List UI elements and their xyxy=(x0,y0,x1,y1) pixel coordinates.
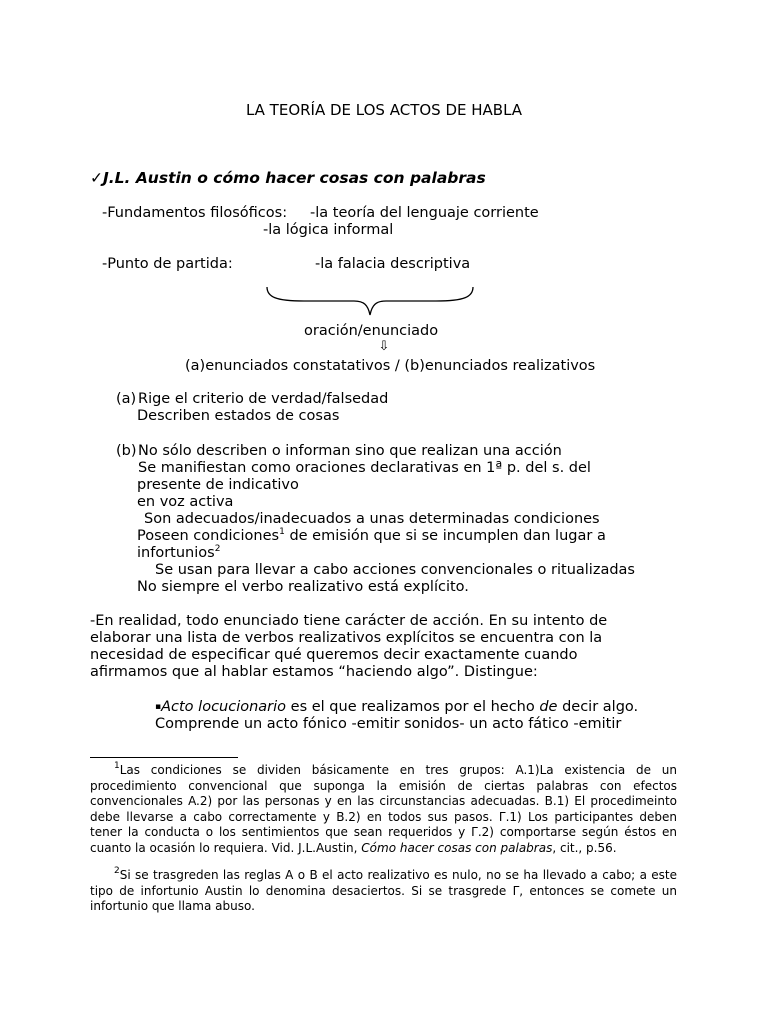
locucionario-text-2: decir algo. xyxy=(557,699,639,715)
paragraph-line-1: -En realidad, todo enunciado tiene carácter de acción. En su intento de xyxy=(90,613,608,629)
a-marker: (a) xyxy=(116,391,137,407)
locucionario-term: Acto locucionario xyxy=(161,699,287,715)
fundamentos-item-2: -la lógica informal xyxy=(263,222,394,238)
section-heading-text: J.L. Austin o cómo hacer cosas con palabras xyxy=(103,169,486,187)
punto-value: -la falacia descriptiva xyxy=(315,256,471,272)
b-line-6-start: Poseen condiciones xyxy=(137,528,280,544)
footnote-1-cite: , cit., p.56. xyxy=(552,840,617,855)
fundamentos-label: -Fundamentos filosóficos: xyxy=(102,205,288,221)
footnote-ref-2[interactable]: 2 xyxy=(214,544,221,554)
locucionario-de: de xyxy=(539,699,558,715)
b-line-5: Son adecuados/inadecuados a unas determinadas condiciones xyxy=(144,511,600,527)
paragraph-line-4: afirmamos que al hablar estamos “haciendo algo”. Distingue: xyxy=(90,664,538,680)
b-line-7 xyxy=(137,545,220,562)
b-line-9: No siempre el verbo realizativo está explícito. xyxy=(137,579,469,595)
paragraph-line-3: necesidad de especificar qué queremos decir exactamente cuando xyxy=(90,647,578,663)
b-line-8: Se usan para llevar a cabo acciones convencionales o ritualizadas xyxy=(155,562,635,578)
fundamentos-item-1: -la teoría del lenguaje corriente xyxy=(310,205,539,221)
locucionario-line-1 xyxy=(155,699,638,716)
square-bullet-icon: ▪ xyxy=(155,702,162,712)
down-arrow-icon: ⇩ xyxy=(378,339,390,354)
page-title: LA TEORÍA DE LOS ACTOS DE HABLA xyxy=(245,101,523,119)
footnote-2 xyxy=(90,868,677,915)
curly-brace-icon xyxy=(264,285,476,321)
paragraph-line-2: elaborar una lista de verbos realizativos explícitos se encuentra con la xyxy=(90,630,603,646)
footnote-ref-1[interactable]: 1 xyxy=(279,527,285,537)
b-line-6-end: de emisión que si se incumplen dan lugar a xyxy=(284,528,606,544)
b-line-4: en voz activa xyxy=(137,494,234,510)
footnote-1-book: Cómo hacer cosas con palabras xyxy=(361,840,553,855)
b-marker: (b) xyxy=(116,443,137,459)
a-line-1: Rige el criterio de verdad/falsedad xyxy=(138,391,389,407)
b-line-1: No sólo describen o informan sino que realizan una acción xyxy=(138,443,562,459)
a-line-2: Describen estados de cosas xyxy=(137,408,340,424)
b-line-6 xyxy=(137,528,606,545)
locucionario-text-1: es el que realizamos por el hecho xyxy=(286,699,540,715)
footnote-2-text: Si se trasgreden las reglas A o B el acto realizativo es nulo, no se ha llevado a cabo; a este tipo de infortunio Austin lo denomina desaciertos. Si se trasgrede Γ, entonces se comete un infortunio que llama abuso. xyxy=(90,868,677,913)
punto-label: -Punto de partida: xyxy=(102,256,233,272)
locucionario-line-2: Comprende un acto fónico -emitir sonidos- un acto fático -emitir xyxy=(155,716,622,732)
check-icon: ✓ xyxy=(90,169,103,187)
footnote-2-mark: 2 xyxy=(114,866,120,876)
section-heading xyxy=(90,170,486,187)
footnote-1-mark: 1 xyxy=(114,761,120,771)
footnote-1-text: Las condiciones se dividen básicamente en tres grupos: A.1)La existencia de un procedimiento convencional que suponga la emisión de ciertas palabras con efectos convencionales A.2) por las personas y en las circunstancias adecuadas. B.1) El procedimeinto debe llevarse a cabo correctamente y B.2) en todos sus pasos. Γ.1) Los participantes deben tener la conducta o los sentimientos que sean requeridos y Γ.2) comportarse según éstos en cuanto la ocasión lo requiera. Vid. J.L.Austin, xyxy=(90,763,677,855)
b-line-2: Se manifiestan como oraciones declarativas en 1ª p. del s. del xyxy=(138,460,591,476)
diagram-split: (a)enunciados constatativos / (b)enunciados realizativos xyxy=(185,358,596,374)
footnote-separator xyxy=(90,757,238,758)
diagram-center: oración/enunciado xyxy=(304,323,439,339)
b-line-7-text: infortunios xyxy=(137,545,215,561)
footnote-1 xyxy=(90,763,677,856)
b-line-3: presente de indicativo xyxy=(137,477,299,493)
